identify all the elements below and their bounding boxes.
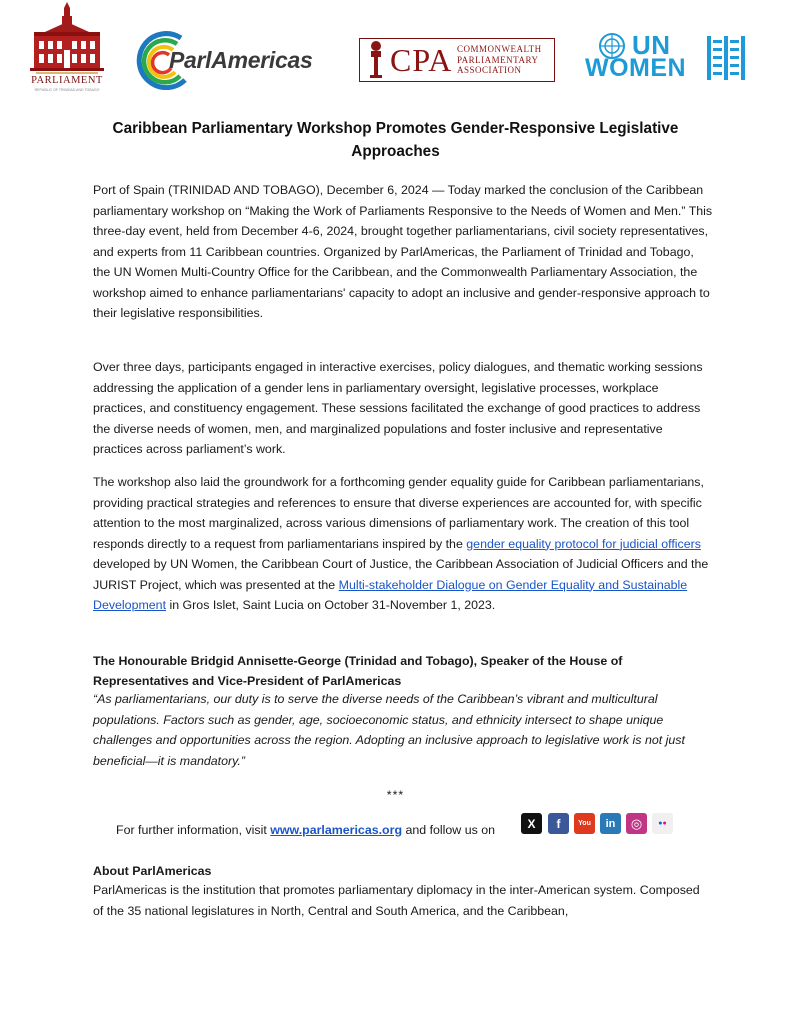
parliament-building-icon xyxy=(28,2,106,76)
flickr-icon[interactable]: ● ● xyxy=(652,813,673,834)
youtube-icon[interactable]: You xyxy=(574,813,595,834)
multistakeholder-dialogue-link[interactable]: Multi-stakeholder Dialogue on Gender Equality and Sustainable Development xyxy=(93,577,688,612)
cpa-acronym: CPA xyxy=(390,42,453,78)
paragraph-intro: Port of Spain (TRINIDAD AND TOBAGO), December 6, 2024 — Today marked the conclusion of the Caribbean parliamentary workshop on “Making the Work of Parliaments Responsive to the Needs of Women and Men.” This three-day event, held from December 4-6, 2024, brought together parliamentarians, civil society representatives, and experts from 11 Caribbean countries. Organized by ParlAmericas, the Parliament of Trinidad and Tobago, the UN Women Multi-Country Office for the Caribbean, and the Commonwealth Parliamentary Association, the workshop aimed to enhance parliamentarians' capacity to adopt an inclusive and gender-responsive approach to their legislative responsibilities. xyxy=(93,183,713,320)
cpa-logo xyxy=(359,38,555,82)
parliament-logo xyxy=(28,2,106,94)
parlamericas-logo-text: ParlAmericas xyxy=(169,47,313,73)
paragraph-guide-text-1: The workshop also laid the groundwork for a forthcoming gender equality guide for Caribbean parliamentarians, providing practical strategies and references to ensure that diverse experiences are accounted for, with specific attention to the most marginalized, across various dimensions of parliamentary work. The creation of this tool responds directly to a request from parliamentarians inspired by the xyxy=(93,475,704,551)
instagram-icon[interactable]: ◎ xyxy=(626,813,647,834)
about-heading: About ParlAmericas xyxy=(93,864,212,878)
about-text: ParlAmericas is the institution that promotes parliamentary diplomacy in the inter-American system. Composed of the 35 national legislatures in North, Central and South America, and the Caribbean, xyxy=(93,883,700,918)
unwomen-logo-un: UN xyxy=(632,30,671,60)
separator: *** xyxy=(386,788,405,802)
unwomen-logo-women: WOMEN xyxy=(585,54,687,82)
quote-speaker: The Honourable Bridgid Annisette-George (Trinidad and Tobago), Speaker of the House of Representatives and Vice-President of ParlAmericas xyxy=(93,654,623,688)
parlamericas-logo xyxy=(133,30,338,90)
quote-text: “As parliamentarians, our duty is to serve the diverse needs of the Caribbean’s vibrant and multicultural populations. Factors such as gender, age, socioeconomic status, and ethnicity intersect to shape unique challenges and opportunities across the region. Adopting an inclusive approach to legislative work is not just beneficial—it is mandatory.” xyxy=(93,692,685,768)
follow-suffix: and follow us on xyxy=(402,823,496,837)
x-icon[interactable]: X xyxy=(521,813,542,834)
logo-header xyxy=(0,0,791,100)
facebook-icon[interactable]: f xyxy=(548,813,569,834)
article-title: Caribbean Parliamentary Workshop Promotes Gender-Responsive Legislative Approaches xyxy=(112,120,679,160)
linkedin-icon[interactable]: in xyxy=(600,813,621,834)
paragraph-guide xyxy=(93,472,713,616)
parlamericas-website-link[interactable]: www.parlamericas.org xyxy=(270,823,403,837)
parliament-logo-subtext: REPUBLIC OF TRINIDAD AND TOBAGO xyxy=(34,88,100,92)
unwomen-logo xyxy=(585,30,750,85)
parliament-logo-text: PARLIAMENT xyxy=(31,75,103,86)
paragraph-guide-text-3: in Gros Islet, Saint Lucia on October 31-November 1, 2023. xyxy=(166,598,496,612)
paragraph-guide-text-2: developed by UN Women, the Caribbean Court of Justice, the Caribbean Association of Judicial Officers and the JURIST Project, which was presented at the xyxy=(93,557,709,592)
unwomen-symbol-icon xyxy=(705,34,747,82)
follow-line xyxy=(116,820,495,840)
cpa-full-name: COMMONWEALTH PARLIAMENTARY ASSOCIATION xyxy=(457,44,542,75)
mace-icon xyxy=(364,40,388,80)
paragraph-sessions: Over three days, participants engaged in interactive exercises, policy dialogues, and thematic working sessions addressing the application of a gender lens in parliamentary oversight, legislative processes, workplace practices, and constituency engagement. These sessions facilitated the exchange of good practices to address the diverse needs of women, men, and marginalized populations and foster inclusive and representative practices across parliament’s work. xyxy=(93,360,703,456)
follow-prefix: For further information, visit xyxy=(116,823,271,837)
gender-protocol-link[interactable]: gender equality protocol for judicial officers xyxy=(466,536,701,551)
